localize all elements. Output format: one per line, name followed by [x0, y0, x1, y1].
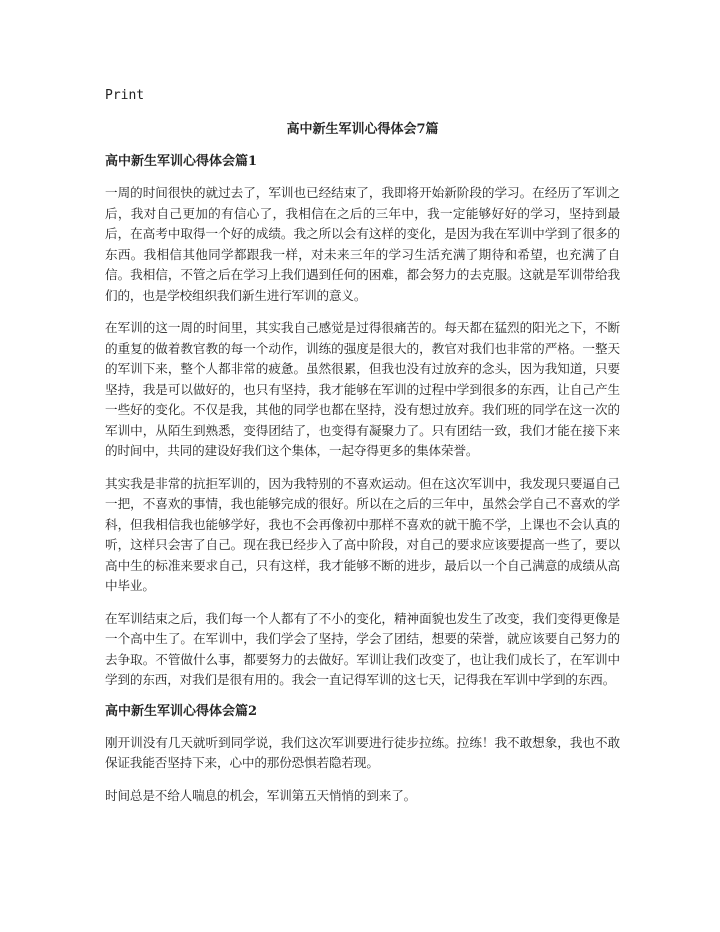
document-body [105, 153, 620, 818]
section-2 [105, 703, 620, 807]
paragraph: 刚开训没有几天就听到同学说，我们这次军训要进行徒步拉练。拉练！我不敢想象，我也不敢保证我能否坚持下来，心中的那份恐惧若隐若现。 [105, 734, 620, 770]
section-1 [105, 153, 620, 691]
section-heading: 高中新生军训心得体会篇2 [105, 703, 258, 719]
print-link[interactable]: Print [105, 88, 145, 103]
paragraph: 时间总是不给人喘息的机会，军训第五天悄悄的到来了。 [105, 787, 417, 803]
paragraph: 其实我是非常的抗拒军训的，因为我特别的不喜欢运动。但在这次军训中，我发现只要逼自己一把，不喜欢的事情，我也能够完成的很好。所以在之后的三年中，虽然会学自己不喜欢的学科，但我相信我也能够学好，我也不会再像初中那样不喜欢的就干脆不学，上课也不会认真的听，这样只会害了自己。现在我已经步入了高中阶段，对自己的要求应该要提高一些了，要以高中生的标准来要求自己，只有这样，我才能够不断的进步，最后以一个自己满意的成绩从高中毕业。 [105, 475, 620, 593]
paragraph: 在军训结束之后，我们每一个人都有了不小的变化，精神面貌也发生了改变，我们变得更像是一个高中生了。在军训中，我们学会了坚持，学会了团结，想要的荣誉，就应该要自己努力的去争取。不管做什么事，都要努力的去做好。军训让我们改变了，也让我们成长了，在军训中学到的东西，对我们是很有用的。我会一直记得军训的这七天，记得我在军训中学到的东西。 [105, 610, 620, 687]
paragraph: 一周的时间很快的就过去了，军训也已经结束了，我即将开始新阶段的学习。在经历了军训之后，我对自己更加的有信心了，我相信在之后的三年中，我一定能够好好的学习，坚持到最后，在高考中取得一个好的成绩。我之所以会有这样的变化，是因为我在军训中学到了很多的东西。我相信其他同学都跟我一样，对未来三年的学习生活充满了期待和希望，也充满了自信。我相信，不管之后在学习上我们遇到任何的困难，都会努力的去克服。这就是军训带给我们的，也是学校组织我们新生进行军训的意义。 [105, 185, 620, 303]
document-title: 高中新生军训心得体会7篇 [286, 122, 439, 137]
section-heading: 高中新生军训心得体会篇1 [105, 154, 258, 169]
paragraph: 在军训的这一周的时间里，其实我自己感觉是过得很痛苦的。每天都在猛烈的阳光之下，不断的重复的做着教官教的每一个动作，训练的强度是很大的，教官对我们也非常的严格。一整天的军训下来，整个人都非常的疲惫。虽然很累，但我也没有过放弃的念头，因为我知道，只要坚持，我是可以做好的，也只有坚持，我才能够在军训的过程中学到很多的东西，让自己产生一些好的变化。不仅是我，其他的同学也都在坚持，没有想过放弃。我们班的同学在这一次的军训中，从陌生到熟悉，变得团结了，也变得有凝聚力了。只有团结一致，我们才能在接下来的时间中，共同的建设好我们这个集体，一起夺得更多的集体荣誉。 [105, 320, 620, 458]
